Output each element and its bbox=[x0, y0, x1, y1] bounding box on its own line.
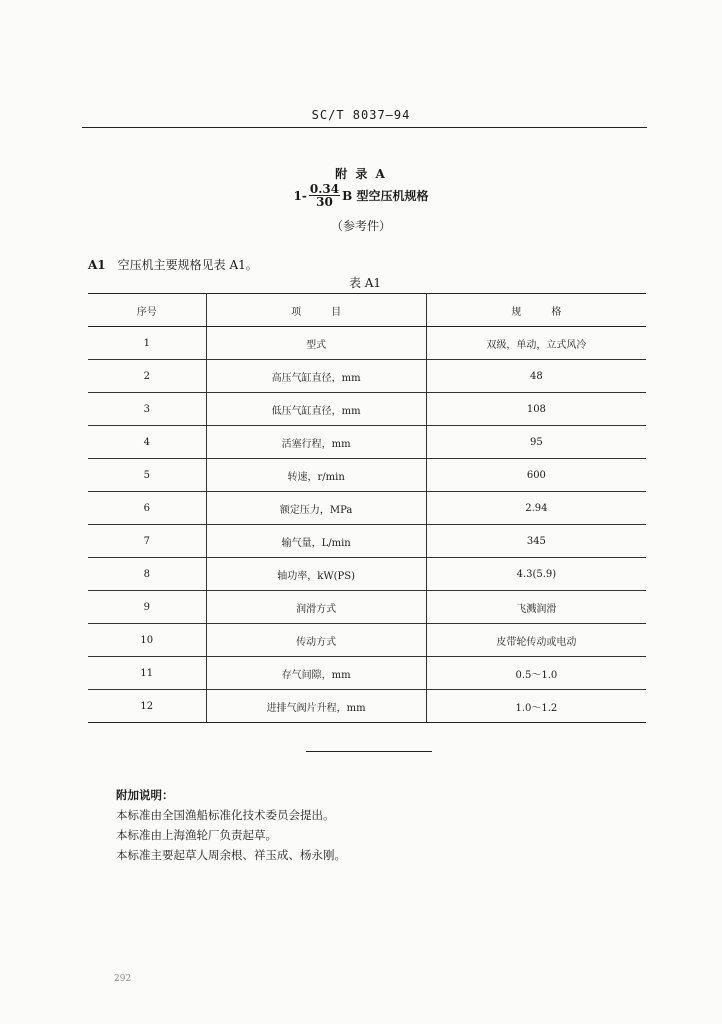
table-caption: 表 A1 bbox=[348, 276, 382, 290]
table-row bbox=[88, 591, 646, 624]
header-no: 序号 bbox=[88, 294, 206, 327]
spec-table bbox=[88, 293, 646, 723]
row-item: 型式 bbox=[206, 327, 426, 360]
notes-title: 附加说明： bbox=[116, 788, 174, 802]
table-row bbox=[88, 360, 646, 393]
section-text: 空压机主要规格见表 A1。 bbox=[117, 258, 258, 272]
row-item: 轴功率，kW(PS) bbox=[206, 558, 426, 591]
header-spec: 规 格 bbox=[426, 294, 646, 327]
header-item: 项 目 bbox=[206, 294, 426, 327]
row-item: 润滑方式 bbox=[206, 591, 426, 624]
title-suffix: B 型空压机规格 bbox=[342, 189, 429, 203]
table-row bbox=[88, 624, 646, 657]
row-spec: 600 bbox=[426, 459, 646, 492]
row-no: 11 bbox=[88, 657, 206, 690]
table-row bbox=[88, 492, 646, 525]
standard-code: SC/T 8037—94 bbox=[311, 108, 411, 122]
row-no: 8 bbox=[88, 558, 206, 591]
title-prefix: 1- bbox=[293, 188, 307, 203]
row-no: 4 bbox=[88, 426, 206, 459]
row-item: 存气间隙，mm bbox=[206, 657, 426, 690]
notes-line: 本标准由上海渔轮厂负责起草。 bbox=[116, 828, 277, 842]
title-fraction bbox=[309, 183, 340, 208]
row-item: 输气量，L/min bbox=[206, 525, 426, 558]
row-no: 5 bbox=[88, 459, 206, 492]
notes-line: 本标准由全国渔船标准化技术委员会提出。 bbox=[116, 808, 335, 822]
table-row bbox=[88, 327, 646, 360]
table-row bbox=[88, 426, 646, 459]
header-rule bbox=[82, 127, 647, 128]
row-item: 进排气阀片升程，mm bbox=[206, 690, 426, 723]
row-no: 7 bbox=[88, 525, 206, 558]
row-spec: 1.0～1.2 bbox=[426, 690, 646, 723]
row-no: 6 bbox=[88, 492, 206, 525]
page-number: 292 bbox=[114, 974, 132, 984]
additional-notes bbox=[116, 785, 346, 865]
row-item: 活塞行程，mm bbox=[206, 426, 426, 459]
table-row bbox=[88, 657, 646, 690]
row-no: 9 bbox=[88, 591, 206, 624]
row-item: 高压气缸直径，mm bbox=[206, 360, 426, 393]
row-spec: 108 bbox=[426, 393, 646, 426]
section-label: A1 bbox=[88, 258, 106, 272]
title-numerator: 0.34 bbox=[309, 182, 340, 196]
table-header-row bbox=[88, 294, 646, 327]
row-spec: 95 bbox=[426, 426, 646, 459]
section-a1 bbox=[88, 256, 258, 273]
row-item: 低压气缸直径，mm bbox=[206, 393, 426, 426]
table-row bbox=[88, 525, 646, 558]
row-spec: 2.94 bbox=[426, 492, 646, 525]
row-spec: 345 bbox=[426, 525, 646, 558]
row-spec: 4.3(5.9) bbox=[426, 558, 646, 591]
appendix-title bbox=[0, 183, 722, 208]
row-no: 12 bbox=[88, 690, 206, 723]
row-no: 1 bbox=[88, 327, 206, 360]
row-spec: 双级，单动，立式风冷 bbox=[426, 327, 646, 360]
appendix-heading: 附 录 A bbox=[335, 167, 387, 181]
end-rule bbox=[306, 751, 432, 752]
table-row bbox=[88, 690, 646, 723]
row-spec: 0.5～1.0 bbox=[426, 657, 646, 690]
row-spec: 皮带轮传动或电动 bbox=[426, 624, 646, 657]
row-item: 额定压力，MPa bbox=[206, 492, 426, 525]
reference-note: （参考件） bbox=[330, 219, 391, 233]
row-spec: 48 bbox=[426, 360, 646, 393]
table-row bbox=[88, 393, 646, 426]
title-denominator: 30 bbox=[316, 195, 333, 209]
row-no: 3 bbox=[88, 393, 206, 426]
row-item: 转速，r/min bbox=[206, 459, 426, 492]
row-no: 10 bbox=[88, 624, 206, 657]
row-no: 2 bbox=[88, 360, 206, 393]
table-row bbox=[88, 558, 646, 591]
row-item: 传动方式 bbox=[206, 624, 426, 657]
notes-line: 本标准主要起草人周余根、祥玉成、杨永刚。 bbox=[116, 848, 346, 862]
row-spec: 飞溅润滑 bbox=[426, 591, 646, 624]
table-row bbox=[88, 459, 646, 492]
